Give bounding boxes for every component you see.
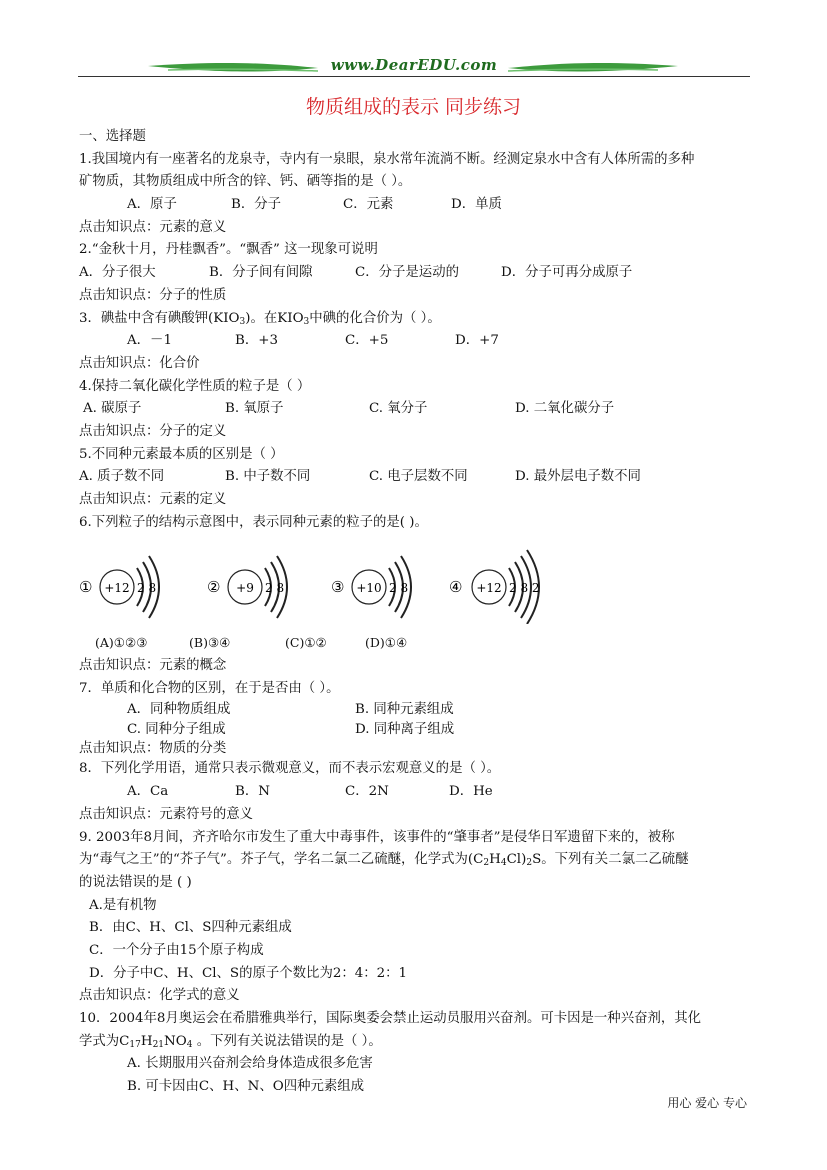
question-9-text: Cl)	[506, 852, 527, 868]
question-4-options	[79, 398, 751, 421]
question-2-line-1: 2.“金秋十月，丹桂飘香”。“飘香” 这一现象可说明	[79, 242, 378, 258]
option-b: B. 中子数不同	[225, 469, 311, 485]
atom-diagram-1	[79, 556, 159, 618]
knowledge-point-link[interactable]: 点击知识点：元素符号的意义	[79, 806, 254, 822]
option-c: (C)①②	[285, 635, 327, 651]
exercise-content	[79, 126, 751, 1099]
option-d: D．分子可再分成原子	[501, 265, 633, 281]
subscript: 2	[526, 858, 533, 869]
question-3-text: 中碘的化合价为（ ）。	[309, 310, 441, 326]
atom-nucleus: +12	[476, 581, 502, 596]
question-7-line-1: 7．单质和化合物的区别，在于是否由（ ）。	[79, 680, 340, 696]
question-1-line-1: 1.我国境内有一座著名的龙泉寺，寺内有一泉眼，泉水常年流淌不断。经测定泉水中含有人体所需的多种	[79, 151, 695, 167]
option-a: A.是有机物	[89, 897, 157, 913]
question-1-line-2: 矿物质，其物质组成中所含的锌、钙、硒等指的是（ ）。	[79, 174, 412, 190]
question-7-options-row-2	[79, 720, 751, 740]
option-a: A．Ca	[127, 784, 169, 800]
option-a: A. 碳原子	[83, 401, 142, 417]
atom-nucleus: +12	[104, 581, 130, 596]
question-10-line-1: 10．2004年8月奥运会在希腊雅典举行，国际奥委会禁止运动员服用兴奋剂。可卡因是一种兴奋剂，其化	[79, 1011, 702, 1026]
question-4-line-1: 4.保持二氧化碳化学性质的粒子是（ ）	[79, 378, 311, 394]
question-9-text: H	[489, 852, 501, 868]
question-6-options	[79, 632, 751, 655]
atom-diagram-3	[331, 556, 411, 618]
page-footer: 用心 爱心 专心	[667, 1096, 747, 1110]
option-b: B. 可卡因由C、H、N、O四种元素组成	[127, 1079, 365, 1095]
option-c: C. 电子层数不同	[369, 469, 468, 485]
atom-shells: 2 8	[137, 581, 157, 596]
question-6-line-1: 6.下列粒子的结构示意图中，表示同种元素的粒子的是( )。	[79, 514, 428, 530]
option-c: C．一个分子由15个原子构成	[89, 942, 264, 958]
knowledge-point-link[interactable]: 点击知识点：元素的意义	[79, 219, 227, 235]
atom-number: ②	[207, 578, 221, 597]
page-title: 物质组成的表示 同步练习	[305, 96, 522, 118]
atom-shells: 2 8 2	[509, 581, 540, 596]
knowledge-point-link[interactable]: 点击知识点：分子的性质	[79, 287, 227, 303]
option-b: B．分子间有间隙	[209, 265, 313, 281]
question-10-text: 学式为C	[79, 1033, 130, 1049]
atom-number: ③	[331, 578, 345, 597]
atom-diagram-2	[207, 556, 287, 618]
option-a: A．分子很大	[79, 265, 156, 281]
header-divider	[78, 76, 750, 77]
option-b: B．分子	[231, 197, 282, 213]
question-3-text: 3．碘盐中含有碘酸钾(KIO	[79, 310, 240, 326]
option-b: B. 氧原子	[225, 401, 284, 417]
option-d: D．分子中C、H、Cl、S的原子个数比为2：4：2：1	[89, 965, 408, 981]
option-a: A．原子	[127, 197, 177, 213]
site-logo[interactable]: www.DearEDU.com	[330, 56, 498, 74]
option-c: C．元素	[343, 197, 394, 213]
option-b: B．+3	[235, 333, 278, 349]
question-9-line-3: 的说法错误的是 ( )	[79, 874, 192, 890]
knowledge-point-link[interactable]: 点击知识点：分子的定义	[79, 423, 227, 439]
subscript: 4	[500, 858, 507, 869]
question-2-options	[79, 262, 751, 285]
option-c: C. 同种分子组成	[127, 721, 226, 737]
option-d: D. 最外层电子数不同	[515, 469, 641, 485]
question-3-line-1	[79, 308, 751, 331]
option-b: (B)③④	[189, 635, 231, 651]
question-10-line-2	[79, 1031, 751, 1054]
option-c: C．分子是运动的	[355, 265, 459, 281]
question-3-options	[79, 330, 751, 353]
knowledge-point-link[interactable]: 点击知识点：化合价	[79, 355, 200, 371]
knowledge-point-link[interactable]: 点击知识点：元素的概念	[79, 658, 227, 674]
option-c: C．2N	[345, 784, 389, 800]
subscript: 21	[152, 1039, 165, 1050]
knowledge-point-link[interactable]: 点击知识点：物质的分类	[79, 741, 227, 757]
option-b: B. 同种元素组成	[355, 702, 454, 718]
knowledge-point-link[interactable]: 点击知识点：化学式的意义	[79, 988, 240, 1004]
question-9-text: S。下列有关二氯二乙硫醚	[532, 852, 689, 868]
atom-number: ①	[79, 578, 93, 597]
atom-number: ④	[449, 578, 463, 597]
question-9-text: 为“毒气之王”的“芥子气”。芥子气，学名二氯二乙硫醚，化学式为(C	[79, 852, 484, 868]
option-d: D．+7	[455, 333, 499, 349]
site-header	[78, 54, 750, 84]
option-a: A. 质子数不同	[79, 469, 165, 485]
subscript: 4	[186, 1039, 193, 1050]
option-a: (A)①②③	[95, 635, 148, 651]
question-7-options-row-1	[79, 700, 751, 720]
question-9-line-1: 9. 2003年8月间，齐齐哈尔市发生了重大中毒事件，该事件的“肇事者”是侵华日军遗留下来的，被称	[79, 829, 675, 845]
option-b: B．N	[235, 784, 270, 800]
question-3-text: )。在KIO	[245, 310, 304, 326]
question-10-text: NO	[164, 1033, 187, 1049]
option-d: D. 二氧化碳分子	[515, 401, 615, 417]
section-heading: 一、选择题	[79, 129, 146, 144]
option-d: D．He	[449, 784, 493, 800]
subscript: 3	[303, 316, 310, 327]
option-a: A. 长期服用兴奋剂会给身体造成很多危害	[127, 1056, 373, 1072]
atom-diagram-4	[449, 550, 540, 624]
option-d: (D)①④	[365, 635, 408, 651]
question-8-options	[79, 781, 751, 804]
question-1-options	[79, 194, 751, 217]
question-10-text: H	[140, 1033, 153, 1049]
atom-nucleus: +10	[356, 581, 382, 596]
atom-shells: 2 8	[389, 581, 409, 596]
knowledge-point-link[interactable]: 点击知识点：元素的定义	[79, 492, 227, 507]
subscript: 2	[483, 858, 490, 869]
atom-nucleus: +9	[236, 581, 254, 596]
subscript: 3	[239, 316, 246, 327]
option-c: C. 氧分子	[369, 401, 428, 417]
subscript: 17	[129, 1039, 141, 1050]
question-8-line-1: 8．下列化学用语，通常只表示微观意义，而不表示宏观意义的是（ ）。	[79, 761, 501, 777]
option-a: A．－1	[127, 333, 172, 349]
question-5-line-1: 5.不同种元素最本质的区别是（ ）	[79, 446, 284, 462]
option-d: D．单质	[451, 197, 502, 213]
option-b: B．由C、H、Cl、S四种元素组成	[89, 920, 292, 936]
atom-structure-diagrams	[79, 538, 751, 624]
question-9-line-2	[79, 849, 751, 872]
option-a: A．同种物质组成	[127, 702, 231, 718]
question-10-text: 。下列有关说法错误的是（ ）。	[192, 1033, 382, 1049]
option-c: C．+5	[345, 333, 389, 349]
atom-shells: 2 8	[265, 581, 285, 596]
option-d: D. 同种离子组成	[355, 721, 455, 737]
question-5-options	[79, 466, 751, 489]
atom-diagrams-svg	[79, 538, 751, 624]
